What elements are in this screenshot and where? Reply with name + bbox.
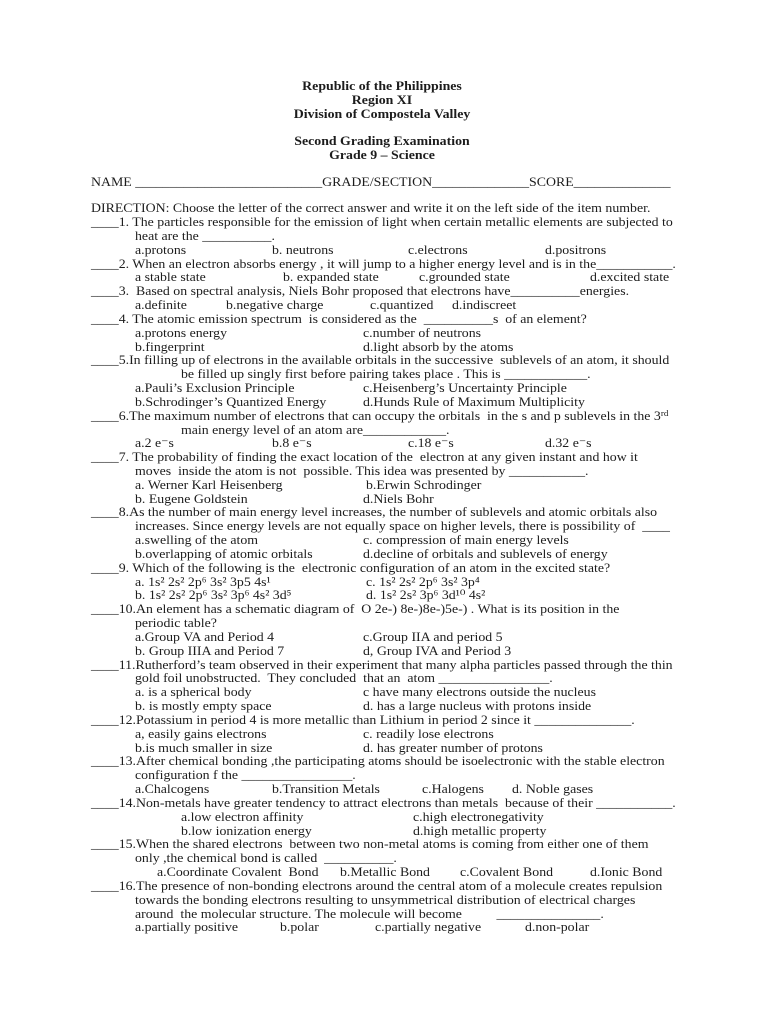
q13-stem-line-1: ____13.After chemical bonding ,the participating atoms should be isoelectronic with the stable electron [91,753,665,769]
q16-option-1: a.partially positive [135,919,239,935]
q2-option-2: b. expanded state [283,269,379,285]
q4-option-1: a.protons energy [135,324,228,340]
q15-option-4: d.Ionic Bond [590,864,663,879]
q3-option-2: b.negative charge [226,297,324,312]
q14-stem-line-1: ____14.Non-metals have greater tendency to attract electrons than metals because of their ___________. [91,794,676,810]
q4-option-4: d.light absorb by the atoms [363,338,514,354]
q7-stem-line-1: ____7. The probability of finding the exact location of the electron at any given instant and how it [91,449,638,465]
q10-option-4: d, Group IVA and Period 3 [363,642,512,658]
q8-option-4: d.decline of orbitals and sublevels of energy [363,545,608,561]
q6-option-3: c.18 e⁻s [408,435,454,451]
q9-option-3: b. 1s² 2s² 2p⁶ 3s² 3p⁶ 4s² 3d⁵ [135,587,292,603]
q5-option-3: b.Schrodinger’s Quantized Energy [135,393,327,409]
q10-option-2: c.Group IIA and period 5 [363,628,503,644]
q12-option-1: a, easily gains electrons [135,725,267,741]
q5-option-4: d.Hunds Rule of Maximum Multiplicity [363,393,585,409]
q15-option-1: a.Coordinate Covalent Bond [157,864,319,879]
q11-stem-line-2: gold foil unobstructed. They concluded that an atom ________________. [135,670,553,686]
q15-stem-line-2: only ,the chemical bond is called __________. [135,850,397,866]
q5-option-2: c.Heisenberg’s Uncertainty Principle [363,380,567,395]
q11-option-1: a. is a spherical body [135,684,252,700]
q7-stem-line-2: moves inside the atom is not possible. This idea was presented by ___________. [135,462,589,478]
q8-option-2: c. compression of main energy levels [363,532,569,548]
q1-option-2: b. neutrons [272,241,334,257]
q3-stem-line-1: ____3. Based on spectral analysis, Niels Bohr proposed that electrons have__________energies. [91,283,630,299]
q14-option-1: a.low electron affinity [181,808,304,824]
q7-option-3: b. Eugene Goldstein [135,490,248,506]
q3-option-4: d.indiscreet [452,297,517,312]
q6-stem-text: ____6.The maximum number of electrons that can occupy the orbitals in the s and p sublevels in the 3 [91,407,661,423]
direction: DIRECTION: Choose the letter of the correct answer and write it on the left side of the item number. [91,200,651,216]
q2-stem-line-1: ____2. When an electron absorbs energy , it will jump to a higher energy level and is in the___________. [91,255,676,271]
q10-option-3: b. Group IIIA and Period 7 [135,642,285,658]
q16-option-4: d.non-polar [525,919,590,935]
q12-option-2: c. readily lose electrons [363,725,494,741]
q14-option-2: c.high electronegativity [413,808,544,824]
q6-stem-line-2: main energy level of an atom are____________. [181,421,450,437]
q7-option-1: a. Werner Karl Heisenberg [135,476,283,492]
q8-option-3: b.overlapping of atomic orbitals [135,545,313,561]
q6-option-2: b.8 e⁻s [272,435,312,451]
q13-option-1: a.Chalcogens [135,781,210,796]
student-info-line: NAME ___________________________GRADE/SECTION______________SCORE______________ [91,174,671,189]
q4-option-2: c.number of neutrons [363,324,482,340]
q13-stem-line-2: configuration f the ________________. [135,767,356,783]
q6-option-1: a.2 e⁻s [135,435,174,451]
q13-option-2: b.Transition Metals [272,781,380,796]
q9-stem-line-1: ____9. Which of the following is the electronic configuration of an atom in the excited state? [91,559,611,575]
q7-option-4: d.Niels Bohr [363,490,434,506]
q11-option-3: b. is mostly empty space [135,698,272,714]
q13-option-4: d. Noble gases [512,781,594,796]
q10-stem-line-1: ____10.An element has a schematic diagram of O 2e-) 8e-)8e-)5e-) . What is its position in the [91,601,620,617]
q12-option-4: d. has greater number of protons [363,739,543,755]
q16-stem-line-1: ____16.The presence of non-bonding electrons around the central atom of a molecule creates repulsion [91,877,663,893]
q13-option-3: c.Halogens [422,781,484,796]
q3-option-1: a.definite [135,297,187,312]
q12-stem-line-1: ____12.Potassium in period 4 is more metallic than Lithium in period 2 since it ______________. [91,711,635,727]
q9-option-2: c. 1s² 2s² 2p⁶ 3s² 3p⁴ [366,573,480,589]
q12-option-3: b.is much smaller in size [135,739,273,755]
q4-option-3: b.fingerprint [135,338,205,354]
q1-stem-line-1: ____1. The particles responsible for the emission of light when certain metallic elements are subjected to [91,214,673,229]
q5-stem-line-2: be filled up singly first before pairing takes place . This is ____________. [181,366,591,382]
q11-option-4: d. has a large nucleus with protons inside [363,698,592,714]
header-division: Division of Compostela Valley [293,106,471,121]
q15-option-3: c.Covalent Bond [460,864,554,879]
q15-option-2: b.Metallic Bond [340,864,430,879]
q9-option-4: d. 1s² 2s² 3p⁶ 3d¹⁰ 4s² [366,587,486,603]
q1-option-1: a.protons [135,241,187,257]
q16-stem-line-3: around the molecular structure. The molecule will become _______________. [135,905,604,921]
q2-option-1: a stable state [135,269,206,285]
q2-option-4: d.excited state [590,269,670,285]
q4-stem-line-1: ____4. The atomic emission spectrum is considered as the __________s of an element? [91,310,587,326]
q6-stem-line-1 [91,409,668,423]
q8-stem-line-1: ____8.As the number of main energy level increases, the number of sublevels and atomic orbitals also [91,504,658,520]
q11-option-2: c have many electrons outside the nucleus [363,684,596,700]
q16-option-2: b.polar [280,919,319,935]
q2-option-3: c.grounded state [419,269,510,285]
exam-title: Second Grading Examination [294,133,470,148]
grade-subject: Grade 9 – Science [329,147,435,162]
q14-option-4: d.high metallic property [413,822,547,838]
q10-stem-line-2: periodic table? [135,615,217,631]
q6-option-4: d.32 e⁻s [545,435,592,451]
q16-stem-line-2: towards the bonding electrons resulting to unsymmetrical distribution of electrical charges [135,891,636,907]
q16-option-3: c.partially negative [375,919,482,935]
header-region: Region XI [351,92,413,107]
q3-option-3: c.quantized [370,297,434,312]
q5-stem-line-1: ____5.In filling up of electrons in the available orbitals in the successive sublevels of an atom, it should [91,352,670,368]
q1-option-4: d.positrons [545,241,607,257]
q1-stem-line-2: heat are the __________. [135,227,275,243]
header-country: Republic of the Philippines [302,78,462,93]
q7-option-2: b.Erwin Schrodinger [366,476,482,492]
q1-option-3: c.electrons [408,241,468,257]
q14-option-3: b.low ionization energy [181,822,312,838]
q9-option-1: a. 1s² 2s² 2p⁶ 3s² 3p5 4s¹ [135,573,271,589]
q15-stem-line-1: ____15.When the shared electrons between two non-metal atoms is coming from either one of them [91,836,649,852]
q8-option-1: a.swelling of the atom [135,532,259,548]
q10-option-1: a.Group VA and Period 4 [135,628,275,644]
q5-option-1: a.Pauli’s Exclusion Principle [135,380,295,395]
q11-stem-line-1: ____11.Rutherford’s team observed in their experiment that many alpha particles passed through the thin [91,656,673,672]
q6-ordinal-suffix: rd [660,407,669,418]
q8-stem-line-2: increases. Since energy levels are not equally space on higher levels, there is possibility of ____ [135,518,670,534]
